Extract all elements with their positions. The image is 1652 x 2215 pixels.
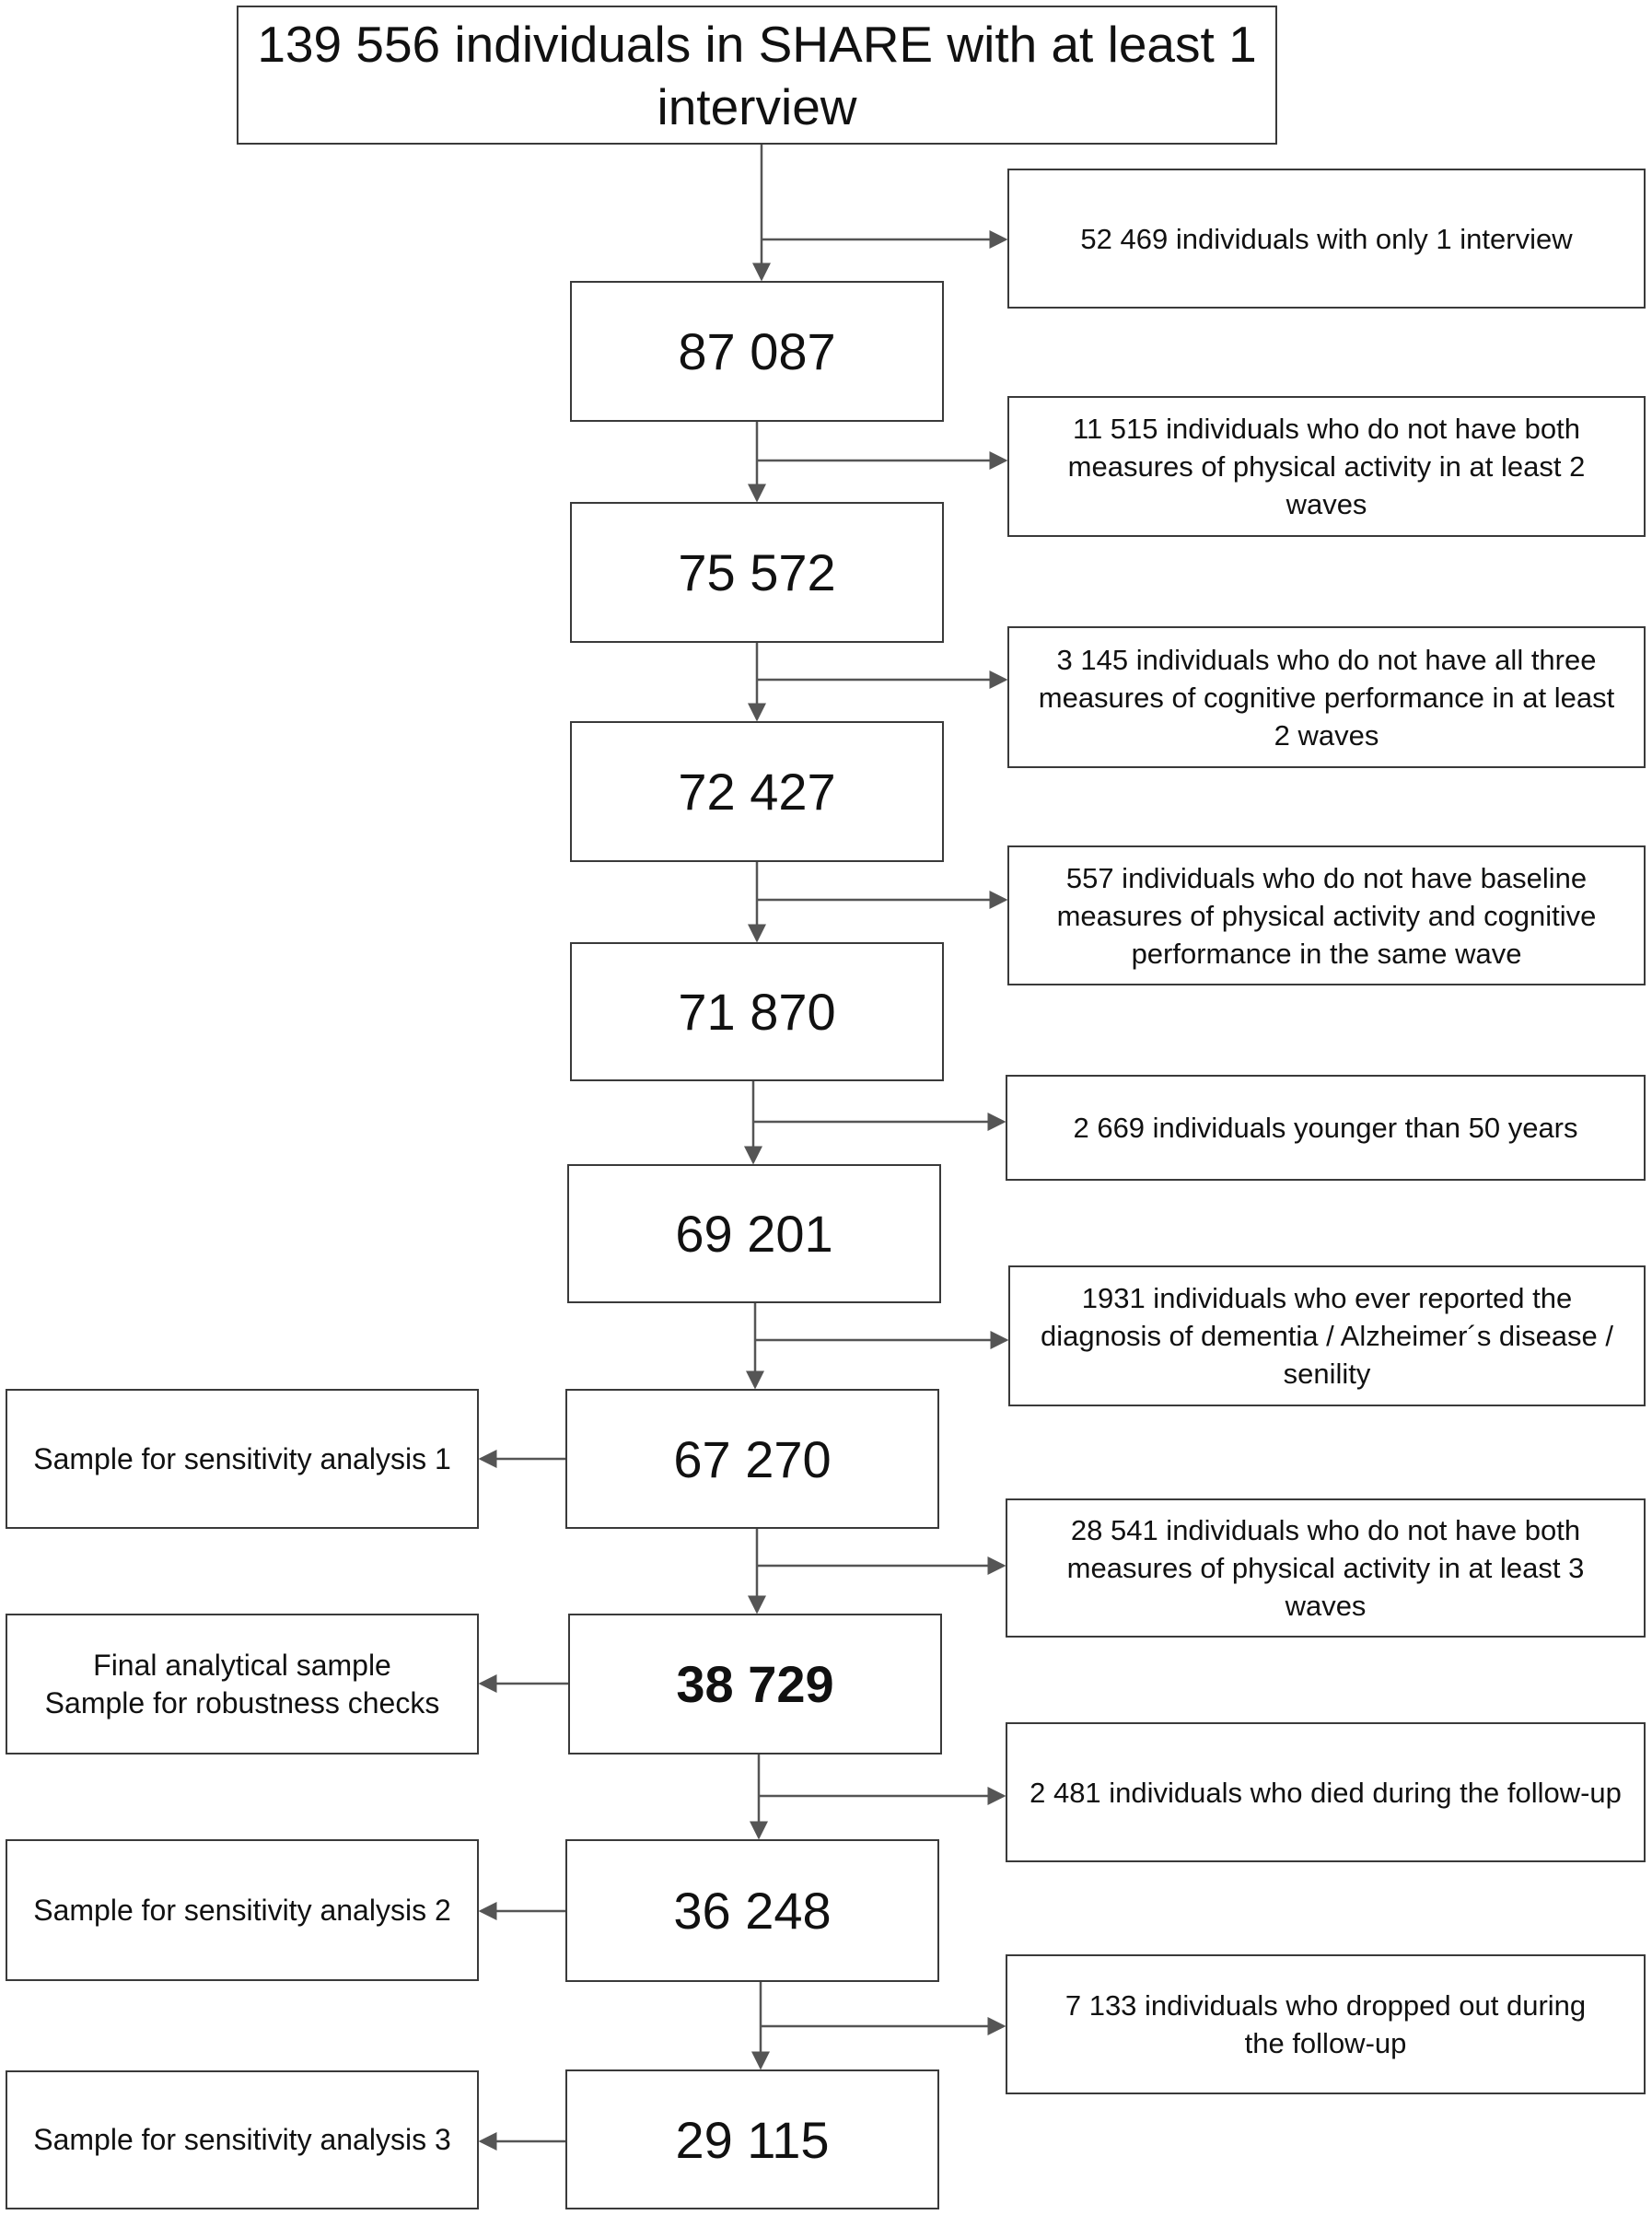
count-label-2: 75 572 xyxy=(678,543,836,601)
count-box-3 xyxy=(570,721,944,862)
exclusion-label-5: 2 669 individuals younger than 50 years xyxy=(1073,1112,1578,1144)
exclusion-box-1 xyxy=(1007,169,1646,309)
exclusion-label-4: 557 individuals who do not have baseline measures of physical activity and cognitive performance in the same wave xyxy=(1056,861,1597,970)
exclusion-label-9: 7 133 individuals who dropped out during the follow-up xyxy=(1064,1989,1587,2059)
count-label-9: 29 115 xyxy=(675,2110,830,2169)
side-box-sensitivity-2 xyxy=(6,1839,479,1981)
count-label-7: 38 729 xyxy=(676,1655,834,1713)
exclusion-label-8: 2 481 individuals who died during the follow-up xyxy=(1030,1776,1622,1809)
count-box-9 xyxy=(565,2069,939,2209)
count-box-8 xyxy=(565,1839,939,1982)
exclusion-label-6: 1931 individuals who ever reported the diagnosis of dementia / Alzheimer´s disease / senility xyxy=(1040,1282,1614,1390)
exclusion-box-9 xyxy=(1006,1954,1646,2094)
exclusion-label-2: 11 515 individuals who do not have both measures of physical activity in at least 2 waves xyxy=(1067,413,1586,520)
side-box-sensitivity-3 xyxy=(6,2070,479,2209)
count-box-6 xyxy=(565,1389,939,1529)
exclusion-box-7 xyxy=(1006,1498,1646,1638)
count-box-5 xyxy=(567,1164,941,1303)
exclusion-box-4 xyxy=(1007,845,1646,985)
count-box-1 xyxy=(570,281,944,422)
exclusion-box-3 xyxy=(1007,626,1646,768)
count-box-4 xyxy=(570,942,944,1081)
side-box-sensitivity-1 xyxy=(6,1389,479,1529)
count-box-final xyxy=(568,1614,942,1755)
exclusion-label-1: 52 469 individuals with only 1 interview xyxy=(1080,222,1573,255)
count-label-3: 72 427 xyxy=(678,763,836,821)
count-label-6: 67 270 xyxy=(673,1429,832,1488)
exclusion-box-8 xyxy=(1006,1722,1646,1862)
count-box-2 xyxy=(570,502,944,643)
exclusion-box-6 xyxy=(1008,1265,1646,1406)
count-label-4: 71 870 xyxy=(678,983,836,1041)
count-label-8: 36 248 xyxy=(673,1882,832,1940)
count-label-5: 69 201 xyxy=(675,1205,833,1263)
start-label: 139 556 individuals in SHARE with at least 1 interview xyxy=(257,15,1257,135)
exclusion-box-5 xyxy=(1006,1075,1646,1181)
side-label-1: Sample for sensitivity analysis 1 xyxy=(33,1441,451,1475)
side-box-final-sample xyxy=(6,1614,479,1755)
side-label-2: Final analytical sample Sample for robustness checks xyxy=(44,1648,440,1720)
exclusion-box-2 xyxy=(1007,396,1646,537)
count-label-1: 87 087 xyxy=(678,322,836,380)
start-box xyxy=(237,6,1277,145)
side-label-4: Sample for sensitivity analysis 3 xyxy=(33,2123,451,2156)
exclusion-label-7: 28 541 individuals who do not have both measures of physical activity in at least 3 waves xyxy=(1066,1514,1585,1622)
side-label-3: Sample for sensitivity analysis 2 xyxy=(33,1893,451,1927)
exclusion-label-3: 3 145 individuals who do not have all three measures of cognitive performance in at least 2 waves xyxy=(1038,643,1615,752)
